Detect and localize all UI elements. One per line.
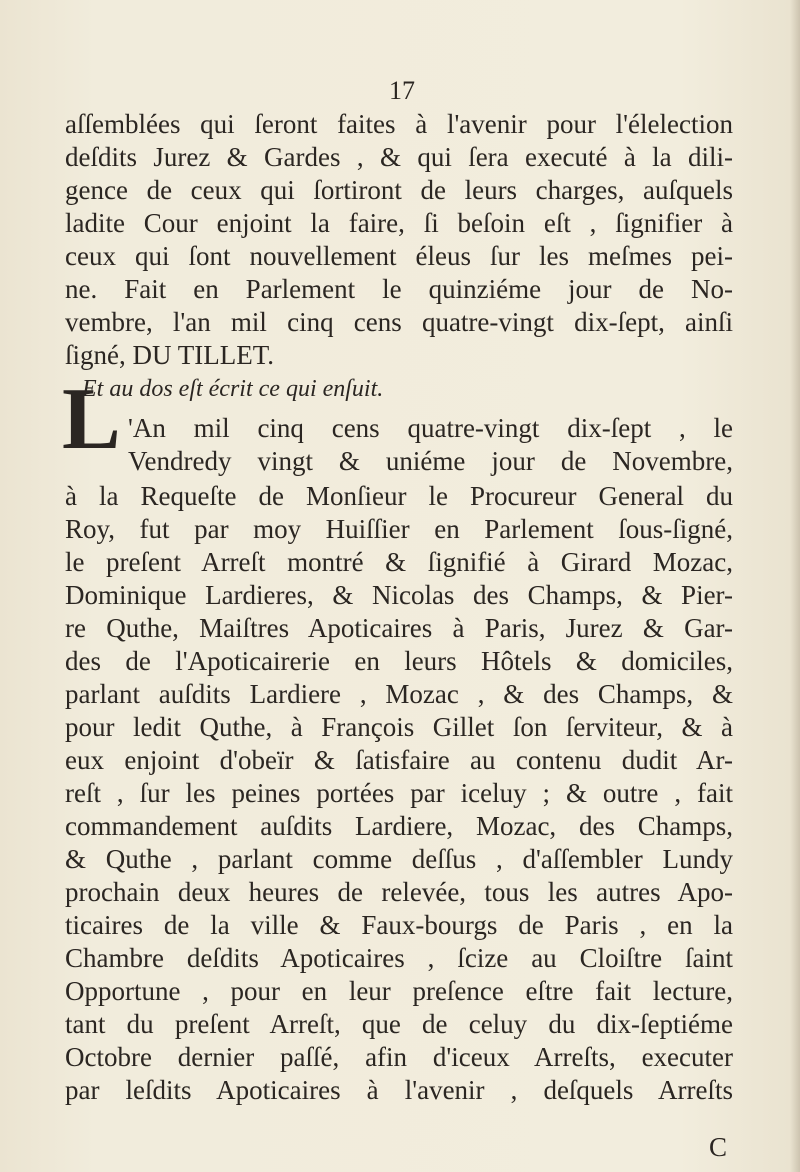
- text-line: Octobre dernier paſſé, afin d'iceux Arreſts, executer: [65, 1042, 733, 1072]
- text-line: tant du preſent Arreſt, que de celuy du dix-ſeptiéme: [65, 1009, 733, 1039]
- text-line: vembre, l'an mil cinq cens quatre-vingt dix-ſept, ainſi: [65, 307, 733, 337]
- text-line: [0, 339, 800, 371]
- text-line: le preſent Arreſt montré & ſignifié à Girard Mozac,: [65, 547, 733, 577]
- endorsement-note: Et au dos eſt écrit ce qui enſuit.: [82, 376, 384, 402]
- text-line: à la Requeſte de Monſieur le Procureur General du: [65, 481, 733, 511]
- text-line: Dominique Lardieres, & Nicolas des Champs, & Pier-: [65, 580, 733, 610]
- drop-cap: L: [62, 371, 121, 468]
- text-line: des de l'Apoticairerie en leurs Hôtels & domiciles,: [65, 646, 733, 676]
- signature-line: ſigné, DU TILLET.: [65, 340, 274, 370]
- text-line: & Quthe , parlant comme deſſus , d'aſſembler Lundy: [65, 844, 733, 874]
- page-number: 17: [389, 76, 415, 105]
- text-line: Chambre deſdits Apoticaires , ſcize au Cloiſtre ſaint: [65, 943, 733, 973]
- text-line: par leſdits Apoticaires à l'avenir , deſquels Arreſts: [65, 1075, 733, 1105]
- text-line: deſdits Jurez & Gardes , & qui ſera executé à la dili-: [65, 142, 733, 172]
- text-line: gence de ceux qui ſortiront de leurs charges, auſquels: [65, 175, 733, 205]
- text-line: re Quthe, Maiſtres Apoticaires à Paris, Jurez & Gar-: [65, 613, 733, 643]
- text-line: eux enjoint d'obeïr & ſatisfaire au contenu dudit Ar-: [65, 745, 733, 775]
- text-line: ceux qui ſont nouvellement éleus ſur les meſmes pei-: [65, 241, 733, 271]
- text-line: pour ledit Quthe, à François Gillet ſon ſerviteur, & à: [65, 712, 733, 742]
- text-line: commandement auſdits Lardiere, Mozac, des Champs,: [65, 811, 733, 841]
- text-line: Opportune , pour en leur preſence eſtre fait lecture,: [65, 976, 733, 1006]
- text-line: reſt , ſur les peines portées par iceluy ; & outre , fait: [65, 778, 733, 808]
- catchword: C: [708, 1132, 727, 1162]
- text-line: Roy, fut par moy Huiſſier en Parlement ſous-ſigné,: [65, 514, 733, 544]
- text-line: Vendredy vingt & uniéme jour de Novembre,: [128, 446, 733, 476]
- text-line: parlant auſdits Lardiere , Mozac , & des Champs, &: [65, 679, 733, 709]
- text-line: aſſemblées qui ſeront faites à l'avenir pour l'élelection: [65, 109, 733, 139]
- text-line: ticaires de la ville & Faux-bourgs de Paris , en la: [65, 910, 733, 940]
- text-line: prochain deux heures de relevée, tous les autres Apo-: [65, 877, 733, 907]
- text-line: ne. Fait en Parlement le quinziéme jour de No-: [65, 274, 733, 304]
- text-line: ladite Cour enjoint la faire, ſi beſoin eſt , ſignifier à: [65, 208, 733, 238]
- text-line: 'An mil cinq cens quatre-vingt dix-ſept , le: [128, 413, 733, 443]
